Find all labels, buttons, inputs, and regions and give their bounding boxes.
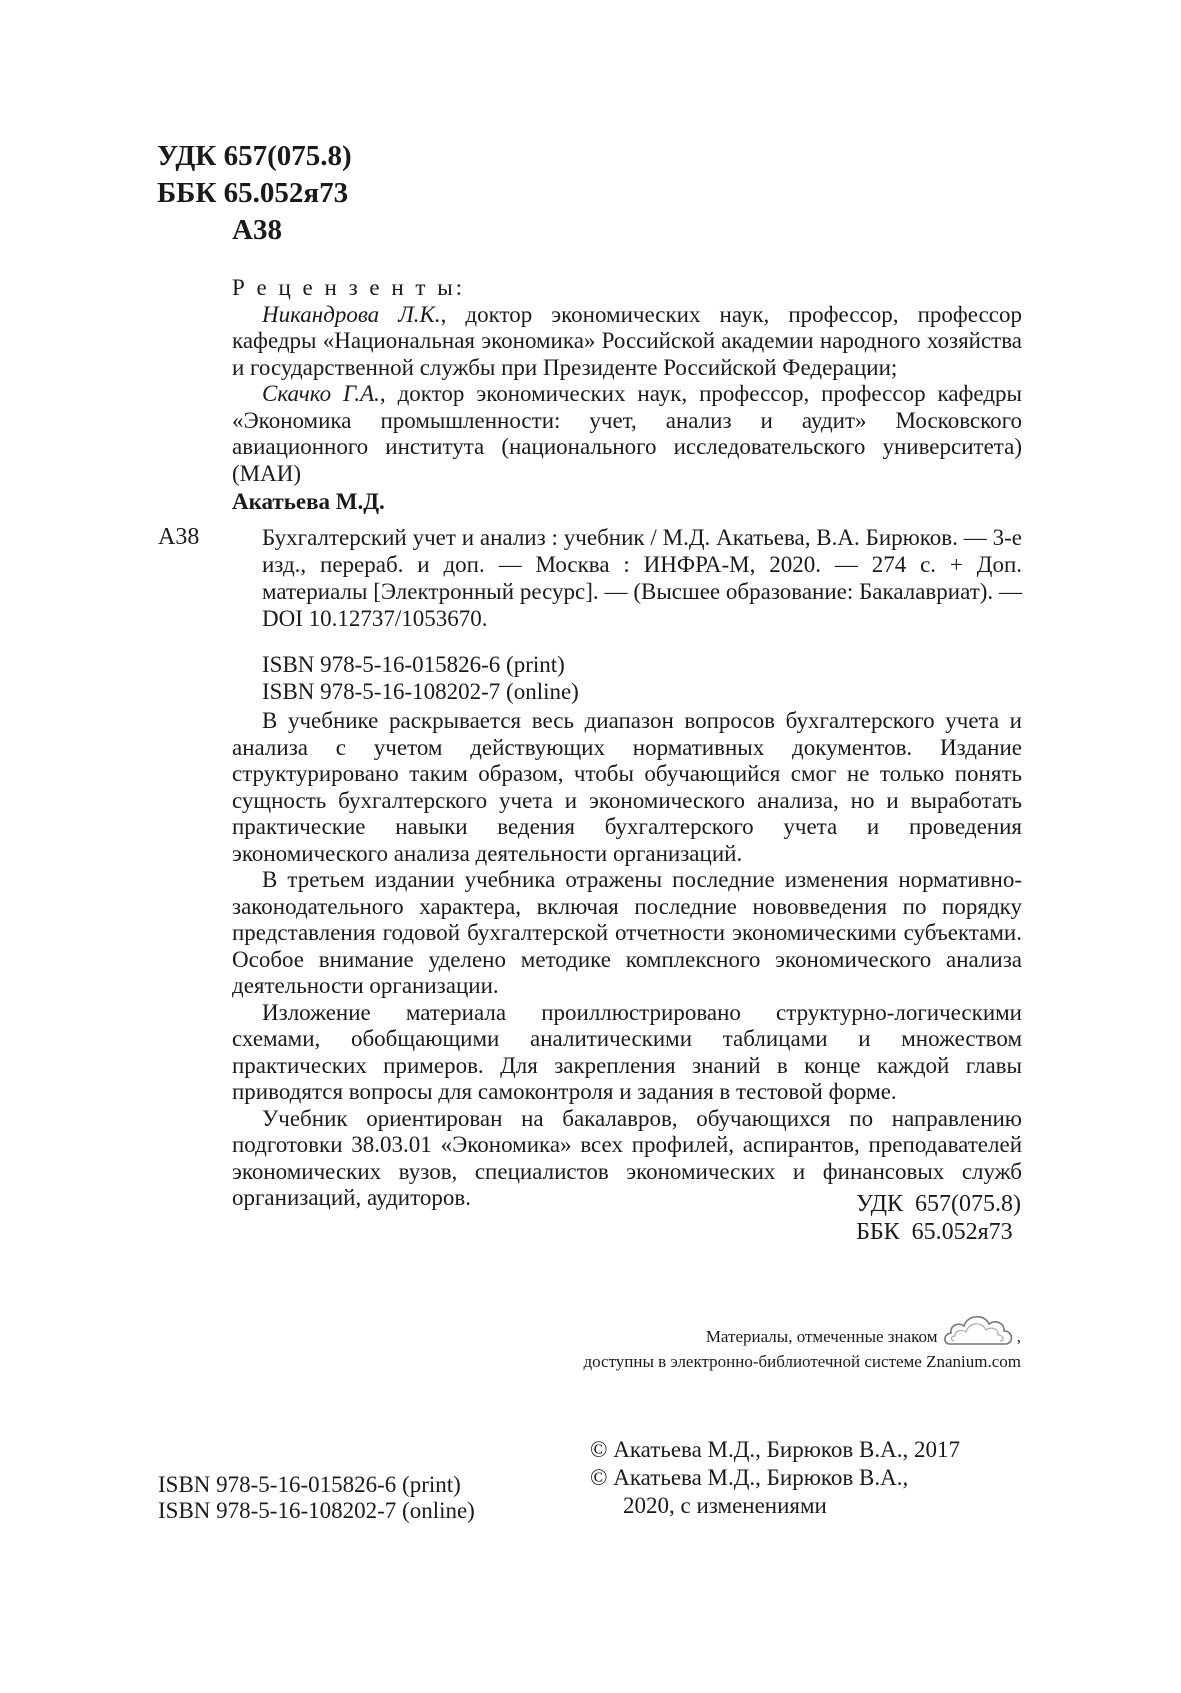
author-sign: А38 — [232, 214, 282, 246]
annotation-paragraph: В третьем издании учебника отражены последние изменения нормативно-законодательного характера, включая последние нововведения по порядку представления годовой бухгалтерской отчетности экономическими субъектами. Особое внимание уделено методике комплексного экономического анализа деятельности организации. — [232, 867, 1022, 998]
znanium-line1: Материалы, отмеченные знаком — [705, 1327, 938, 1346]
bottom-isbn-print: ISBN 978-5-16-015826-6 (print) — [158, 1472, 461, 1497]
reviewer-name: Никандрова Л.К. — [262, 301, 441, 327]
reviewers-heading: Р е ц е н з е н т ы: — [232, 275, 466, 300]
isbn-print: ISBN 978-5-16-015826-6 (print) — [262, 652, 565, 677]
reviewer-entry — [232, 302, 1022, 382]
bottom-isbn-online: ISBN 978-5-16-108202-7 (online) — [158, 1498, 475, 1523]
znanium-comma: , — [1016, 1327, 1021, 1346]
copyright-line: © Акатьева М.Д., Бирюков В.А., — [590, 1465, 909, 1490]
annotation-paragraph: В учебнике раскрывается весь диапазон вопросов бухгалтерского учета и анализа с учетом действующих нормативных документов. Издание структурировано таким образом, чтобы обучающийся смог не только понять сущность бухгалтерского учета и экономического анализа, но и выработать практические навыки ведения бухгалтерского учета и проведения экономического анализа деятельности организаций. — [232, 708, 1022, 866]
footer-codes — [856, 1190, 1021, 1246]
bbk-code: ББК 65.052я73 — [157, 177, 349, 209]
reviewer-entry — [232, 381, 1022, 487]
footer-bbk: ББК 65.052я73 — [856, 1219, 1013, 1245]
bibliographic-description: Бухгалтерский учет и анализ : учебник / М.Д. Акатьева, В.А. Бирюков. — 3-е изд., перераб. и доп. — Москва : ИНФРА-М, 2020. — 274 с. + Доп. материалы [Электронный ресурс]. — (Высшее образование: Бакалавриат). — DOI 10.12737/1053670. — [262, 525, 1022, 631]
copyright-block — [590, 1436, 960, 1520]
reviewer-name: Скачко Г.А. — [262, 381, 380, 406]
znanium-line2: доступны в электронно-библиотечной системе Znanium.com — [583, 1352, 1021, 1371]
reviewer-details: , доктор экономических наук, профессор, профессор кафедры «Экономика промышленности: учет, анализ и аудит» Московского авиационного института (национального исследовательского университета) (МАИ) — [232, 381, 1022, 486]
udk-code: УДК 657(075.8) — [157, 140, 352, 172]
copyright-line: © Акатьева М.Д., Бирюков В.А., 2017 — [590, 1437, 960, 1462]
reviewer-details: , доктор экономических наук, профессор, профессор кафедры «Национальная экономика» Российской академии народного хозяйства и государственной службы при Президенте Российской Федерации; — [232, 301, 1022, 380]
cloud-icon — [942, 1310, 1017, 1350]
reviewers-block — [232, 275, 1022, 487]
bottom-isbn — [158, 1472, 475, 1524]
classification-codes — [157, 138, 352, 249]
annotation-paragraph: Учебник ориентирован на бакалавров, обучающихся по направлению подготовки 38.03.01 «Экономика» всех профилей, аспирантов, преподавателей экономических вузов, специалистов экономических и финансовых служб организаций, аудиторов. — [232, 1105, 1022, 1210]
copyright-line: 2020, с изменениями — [623, 1493, 827, 1518]
znanium-note — [583, 1310, 1021, 1374]
catalog-code: А38 — [158, 524, 200, 550]
footer-udk: УДК 657(075.8) — [856, 1191, 1021, 1217]
catalog-isbn — [262, 651, 579, 705]
annotation-paragraph: Изложение материала проиллюстрировано структурно-логическими схемами, обобщающими аналитическими таблицами и множеством практических примеров. Для закрепления знаний в конце каждой главы приводятся вопросы для самоконтроля и задания в тестовой форме. — [232, 999, 1022, 1104]
catalog-author: Акатьева М.Д. — [232, 489, 385, 514]
annotation — [232, 708, 1022, 1212]
isbn-online: ISBN 978-5-16-108202-7 (online) — [262, 679, 579, 704]
